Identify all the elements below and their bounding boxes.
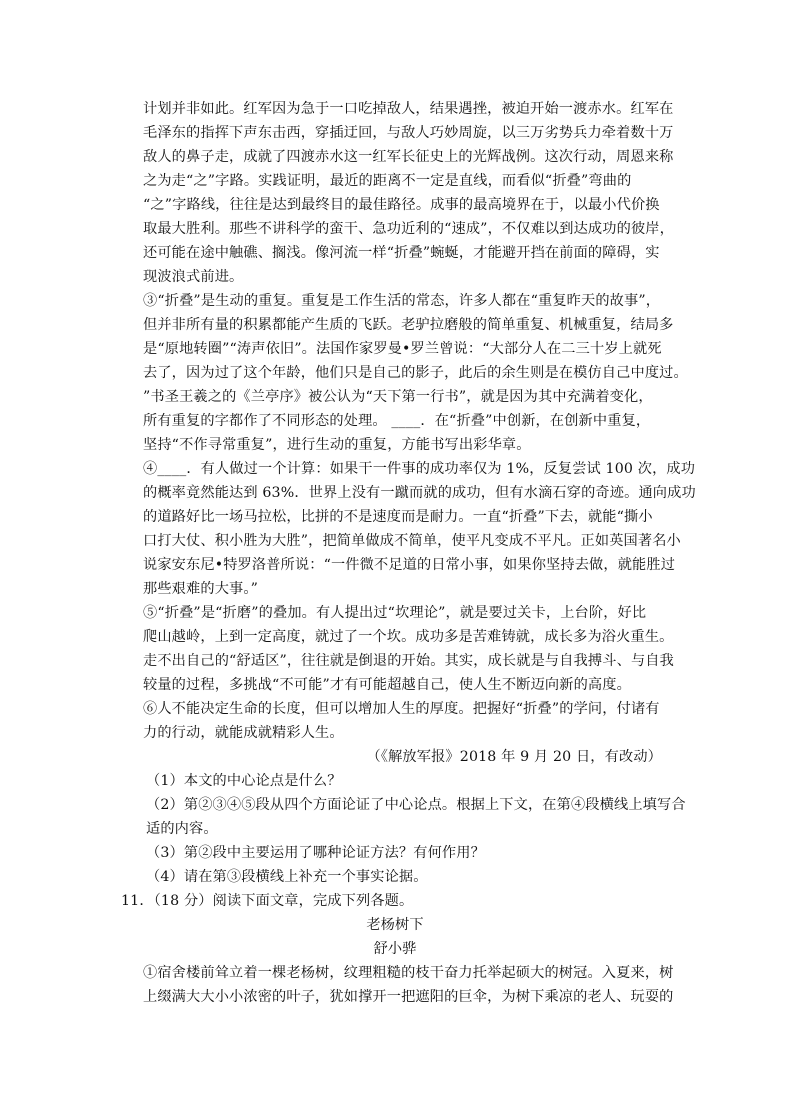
article-paragraph-1-line: 上缀满大大小小浓密的叶子，犹如撑开一把遮阳的巨伞，为树下乘凉的老人、玩耍的 [143, 989, 674, 1005]
paragraph-3-line: ”书圣王羲之的《兰亭序》被公认为“天下第一行书”，就是因为其中充满着变化， [143, 389, 653, 405]
question-1: （1）本文的中心论点是什么？ [146, 773, 342, 789]
paragraph-5-line: 走不出自己的“舒适区”，往往就是倒退的开始。其实，成长就是与自我搏斗、与自我 [143, 653, 674, 669]
paragraph-2-line: 毛泽东的指挥下声东击西，穿插迂回，与敌人巧妙周旋，以三万劣势兵力牵着数十万 [143, 125, 674, 141]
paragraph-5-line: ⑤“折叠”是“折磨”的叠加。有人提出过“坎理论”，就是要过关卡，上台阶，好比 [143, 605, 647, 621]
question-2: （2）第②③④⑤段从四个方面论证了中心论点。根据上下文，在第④段横线上填写合 [146, 797, 686, 813]
paragraph-2-line: 之为走“之”字路。实践证明，最近的距离不一定是直线，而看似“折叠”弯曲的 [143, 173, 632, 189]
source-citation: （《解放军报》2018 年 9 月 20 日，有改动） [366, 749, 662, 765]
article-title: 老杨树下 [366, 917, 424, 933]
paragraph-3-line: ③“折叠”是生动的重复。重复是工作生活的常态，许多人都在“重复昨天的故事”， [143, 293, 661, 309]
paragraph-4-line: 口打大仗、积小胜为大胜”，把简单做成不简单，使平凡变成不平凡。正如英国著名小 [143, 533, 681, 549]
paragraph-5-line: 爬山越岭，上到一定高度，就过了一个坎。成功多是苦难铸就，成长多为浴火重生。 [143, 629, 674, 645]
paragraph-6-line: ⑥人不能决定生命的长度，但可以增加人生的厚度。把握好“折叠”的学问，付诸有 [143, 701, 660, 717]
paragraph-3-line: 坚持“不作寻常重复”，进行生动的重复，方能书写出彩华章。 [143, 437, 531, 453]
paragraph-5-line: 较量的过程，多挑战“不可能”才有可能超越自己，使人生不断迈向新的高度。 [143, 677, 631, 693]
paragraph-4-line: 那些艰难的大事。” [143, 581, 259, 597]
question-2-continued: 适的内容。 [146, 821, 218, 837]
paragraph-4-line: 说家安东尼•特罗洛普所说：“一件微不足道的日常小事，如果你坚持去做，就能胜过 [143, 557, 676, 573]
paragraph-4-line: ④____．有人做过一个计算：如果干一件事的成功率仅为 1%，反复尝试 100 次，成功 [143, 461, 696, 477]
paragraph-2-line: 现波浪式前进。 [143, 269, 244, 285]
paragraph-3-line: 所有重复的字都作了不同形态的处理。 ____．在“折叠”中创新，在创新中重复， [143, 413, 651, 429]
article-paragraph-1-line: ①宿舍楼前耸立着一棵老杨树，纹理粗糙的枝干奋力托举起硕大的树冠。入夏来，树 [143, 965, 674, 981]
paragraph-2-line: 敌人的鼻子走，成就了四渡赤水这一红军长征史上的光辉战例。这次行动，周恩来称 [143, 149, 674, 165]
paragraph-2-line: “之”字路线，往往是达到最终目的最佳路径。成事的最高境界在于，以最小代价换 [143, 197, 660, 213]
paragraph-2-line: 取最大胜利。那些不讲科学的蛮干、急功近利的“速成”，不仅难以到达成功的彼岸， [143, 221, 674, 237]
paragraph-3-line: 是“原地转圈”“涛声依旧”。法国作家罗曼•罗兰曾说：“大部分人在二三十岁上就死 [143, 341, 662, 357]
paragraph-3-line: 去了，因为过了这个年龄，他们只是自己的影子，此后的余生则是在模仿自己中度过。 [143, 365, 688, 381]
question-4: （4）请在第③段横线上补充一个事实论据。 [146, 869, 428, 885]
paragraph-2-line: 计划并非如此。红军因为急于一口吃掉敌人，结果遇挫，被迫开始一渡赤水。红军在 [143, 101, 674, 117]
article-author: 舒小骅 [373, 941, 417, 957]
paragraph-4-line: 的概率竟然能达到 63%．世界上没有一蹴而就的成功，但有水滴石穿的奇迹。通向成功 [143, 485, 696, 501]
paragraph-4-line: 的道路好比一场马拉松，比拼的不是速度而是耐力。一直“折叠”下去，就能“撕小 [143, 509, 653, 525]
paragraph-3-line: 但并非所有量的积累都能产生质的飞跃。老驴拉磨般的简单重复、机械重复，结局多 [143, 317, 674, 333]
question-3: （3）第②段中主要运用了哪种论证方法？有何作用？ [146, 845, 485, 861]
paragraph-2-line: 还可能在途中触礁、搁浅。像河流一样“折叠”蜿蜒，才能避开挡在前面的障碍，实 [143, 245, 660, 261]
paragraph-6-line: 力的行动，就能成就精彩人生。 [143, 725, 344, 741]
question-11-header: 11．（18 分）阅读下面文章，完成下列各题。 [121, 893, 414, 909]
